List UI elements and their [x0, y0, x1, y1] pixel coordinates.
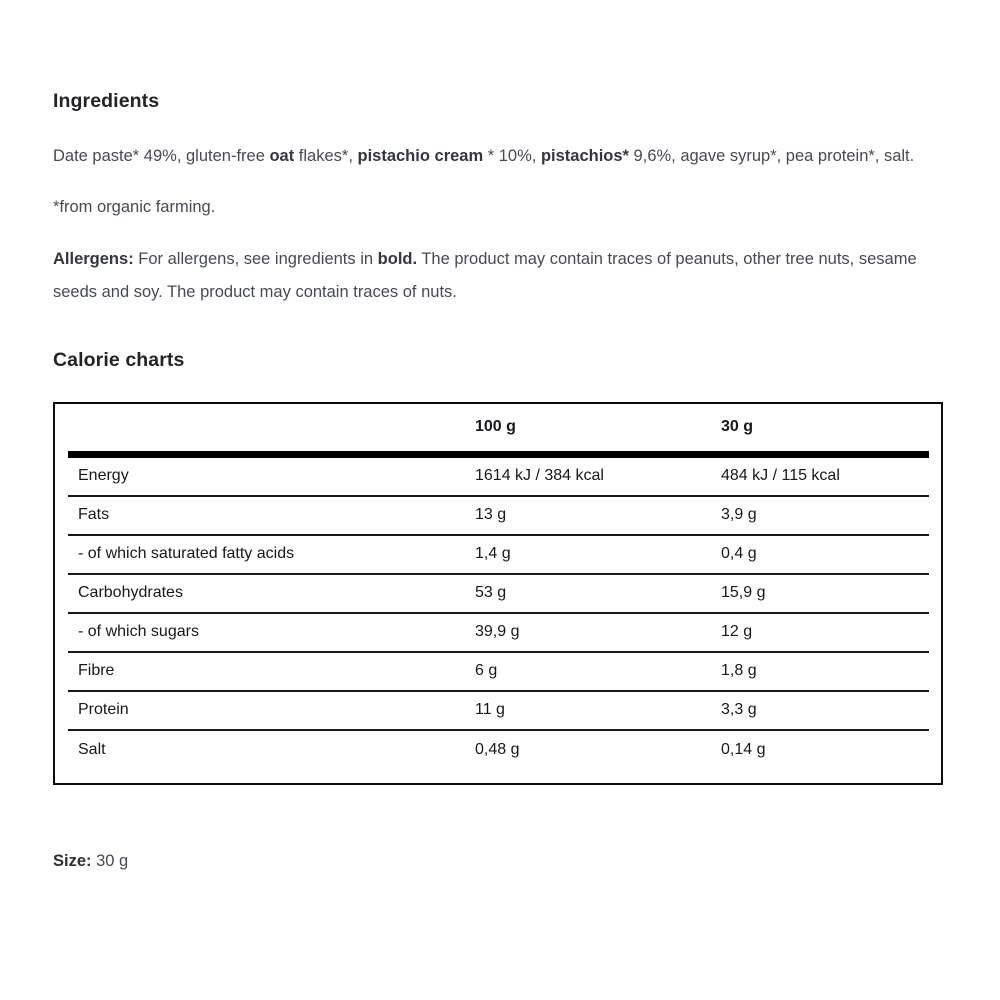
value-100g: 0,48 g [475, 741, 520, 759]
size-line [53, 845, 945, 878]
bold-text-segment: Allergens: [53, 250, 134, 269]
row-label: Fats [78, 506, 110, 524]
value-100g: 1,4 g [475, 545, 511, 563]
table-row [68, 497, 929, 536]
table-row [68, 536, 929, 575]
table-row [68, 575, 929, 614]
value-30g: 12 g [721, 623, 753, 641]
table-row [68, 692, 929, 731]
allergens-paragraph [53, 243, 923, 309]
value-30g: 3,3 g [721, 701, 757, 719]
column-header-30g: 30 g [721, 418, 754, 436]
value-30g: 484 kJ / 115 kcal [721, 467, 840, 485]
value-30g: 3,9 g [721, 506, 757, 524]
table-row [68, 731, 929, 770]
bold-text-segment: oat [269, 147, 295, 166]
row-label: - of which sugars [78, 623, 199, 641]
ingredients-paragraph [53, 140, 923, 173]
row-label: Protein [78, 701, 129, 719]
value-100g: 6 g [475, 662, 498, 680]
column-header-100g: 100 g [475, 418, 516, 436]
value-30g: 1,8 g [721, 662, 757, 680]
calorie-charts-heading: Calorie charts [53, 349, 185, 372]
value-100g: 13 g [475, 506, 507, 524]
text-segment: Date paste* 49%, gluten-free [53, 147, 270, 166]
value-100g: 39,9 g [475, 623, 520, 641]
value-30g: 0,14 g [721, 741, 766, 759]
size-label: Size: [53, 851, 92, 870]
table-body [68, 458, 929, 770]
row-label: Salt [78, 741, 106, 759]
text-segment: flakes*, [294, 147, 358, 166]
bold-text-segment: pistachios* [540, 147, 629, 166]
text-segment: The product may contain traces of peanuts, other tree nuts, sesame seeds and soy. The product may contain traces of nuts. [53, 250, 917, 302]
text-segment: 9,6%, agave syrup*, pea protein*, salt. [628, 147, 915, 166]
text-segment: * 10%, [483, 147, 541, 166]
row-label: Fibre [78, 662, 115, 680]
table-row [68, 653, 929, 692]
row-label: Carbohydrates [78, 584, 183, 602]
bold-text-segment: pistachio cream [357, 147, 484, 166]
row-label: Energy [78, 467, 129, 485]
value-100g: 1614 kJ / 384 kcal [475, 467, 604, 485]
table-row [68, 458, 929, 497]
value-30g: 0,4 g [721, 545, 757, 563]
row-label: - of which saturated fatty acids [78, 545, 295, 563]
table-header-row [68, 404, 929, 458]
table-row [68, 614, 929, 653]
value-30g: 15,9 g [721, 584, 766, 602]
ingredients-heading: Ingredients [53, 90, 160, 112]
value-100g: 53 g [475, 584, 507, 602]
size-value: 30 g [91, 851, 129, 870]
value-100g: 11 g [475, 701, 505, 719]
bold-text-segment: bold. [377, 250, 418, 269]
text-segment: For allergens, see ingredients in [133, 250, 378, 269]
nutrition-table [53, 402, 943, 785]
organic-farming-note: *from organic farming. [53, 198, 216, 217]
